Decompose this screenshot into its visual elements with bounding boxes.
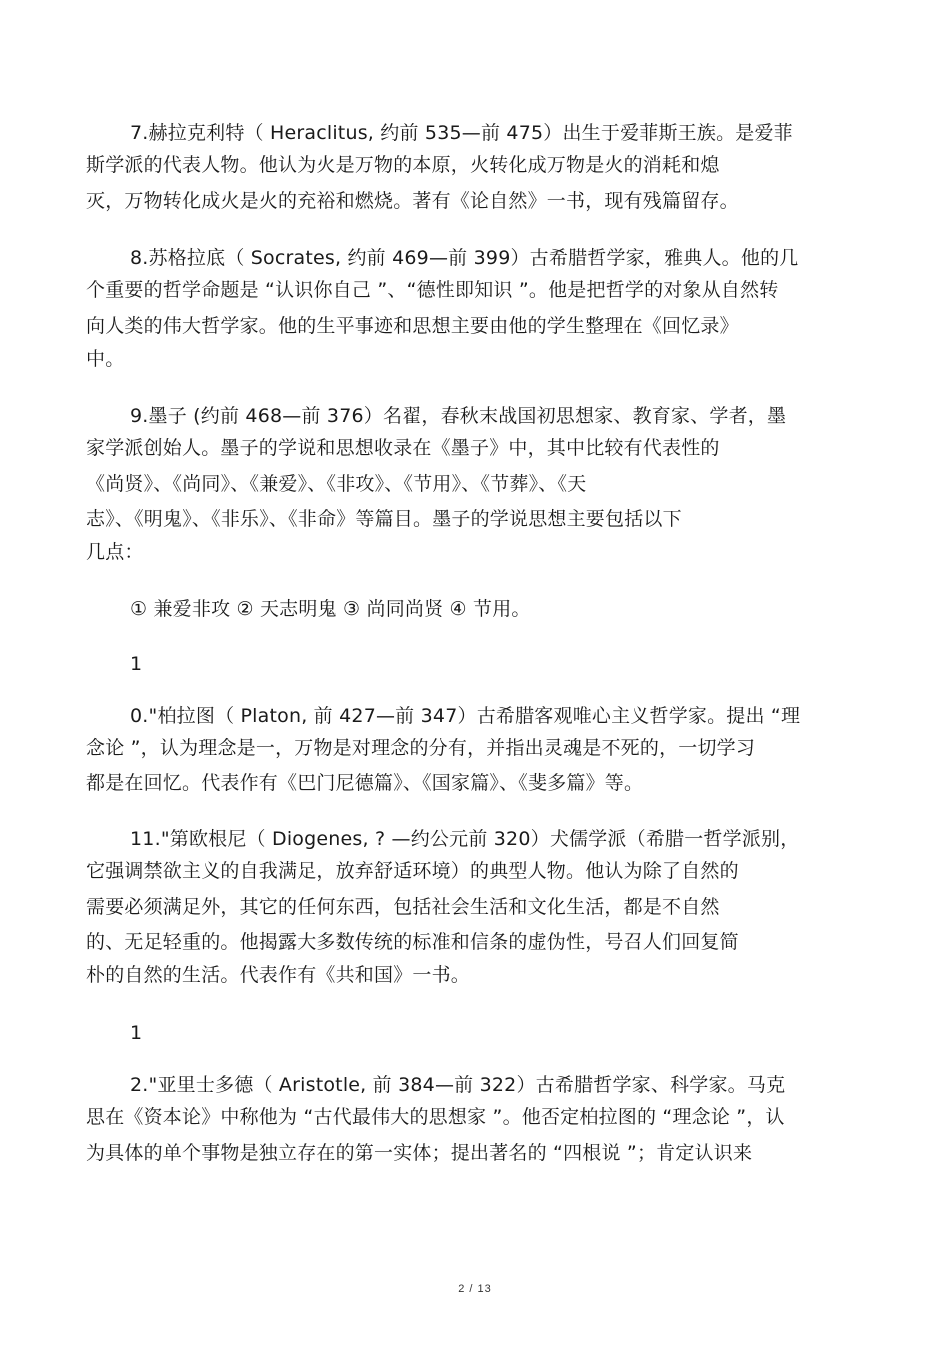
- paragraph-line: 11."第欧根尼（ Diogenes, ? —约公元前 320）犬儒学派（希腊一哲学派别，: [130, 828, 800, 850]
- paragraph-line: 它强调禁欲主义的自我满足，放弃舒适环境）的典型人物。他认为除了自然的: [86, 860, 739, 882]
- page-number: 2 / 13: [458, 1283, 492, 1295]
- paragraph-line: 为具体的单个事物是独立存在的第一实体；提出著名的 “四根说 ”；肯定认识来: [86, 1142, 753, 1164]
- paragraph-line: 朴的自然的生活。代表作有《共和国》一书。: [86, 964, 471, 986]
- paragraph-line: 思在《资本论》中称他为 “古代最伟大的思想家 ”。他否定柏拉图的 “理念论 ”，认: [86, 1106, 785, 1128]
- paragraph-line: 需要必须满足外，其它的任何东西，包括社会生活和文化生活，都是不自然: [86, 896, 720, 918]
- split-number: 1: [130, 1022, 143, 1044]
- paragraph-line: 0."柏拉图（ Platon, 前 427—前 347）古希腊客观唯心主义哲学家。提出 “理: [130, 705, 801, 727]
- paragraph-line: 《尚贤》、《尚同》、《兼爱》、《非攻》、《节用》、《节葬》、《天: [86, 473, 587, 495]
- paragraph-line: 志》、《明鬼》、《非乐》、《非命》等篇目。墨子的学说思想主要包括以下: [86, 508, 682, 530]
- paragraph-line: 7.赫拉克利特（ Heraclitus, 约前 535—前 475）出生于爱菲斯王族。是爱菲: [130, 122, 793, 144]
- paragraph-line: 个重要的哲学命题是 “认识你自己 ”、“德性即知识 ”。他是把哲学的对象从自然转: [86, 279, 779, 301]
- paragraph-line: 几点：: [86, 541, 144, 563]
- summary-points: ① 兼爱非攻 ② 天志明鬼 ③ 尚同尚贤 ④ 节用。: [130, 598, 531, 620]
- paragraph-line: 向人类的伟大哲学家。他的生平事迹和思想主要由他的学生整理在《回忆录》: [86, 315, 739, 337]
- paragraph-line: 中。: [86, 348, 125, 370]
- paragraph-line: 都是在回忆。代表作有《巴门尼德篇》、《国家篇》、《斐多篇》等。: [86, 772, 644, 794]
- paragraph-line: 灭，万物转化成火是火的充裕和燃烧。著有《论自然》一书，现有残篇留存。: [86, 190, 739, 212]
- paragraph-line: 念论 ”，认为理念是一，万物是对理念的分有，并指出灵魂是不死的，一切学习: [86, 737, 756, 759]
- paragraph-line: 的、无足轻重的。他揭露大多数传统的标准和信条的虚伪性，号召人们回复简: [86, 931, 739, 953]
- paragraph-line: 家学派创始人。墨子的学说和思想收录在《墨子》中，其中比较有代表性的: [86, 437, 720, 459]
- paragraph-line: 2."亚里士多德（ Aristotle, 前 384—前 322）古希腊哲学家、科学家。马克: [130, 1074, 786, 1096]
- paragraph-line: 9.墨子 (约前 468—前 376）名翟，春秋末战国初思想家、教育家、学者，墨: [130, 405, 787, 427]
- split-number: 1: [130, 653, 143, 675]
- paragraph-line: 斯学派的代表人物。他认为火是万物的本原，火转化成万物是火的消耗和熄: [86, 154, 720, 176]
- paragraph-line: 8.苏格拉底（ Socrates, 约前 469—前 399）古希腊哲学家，雅典人。他的几: [130, 247, 799, 269]
